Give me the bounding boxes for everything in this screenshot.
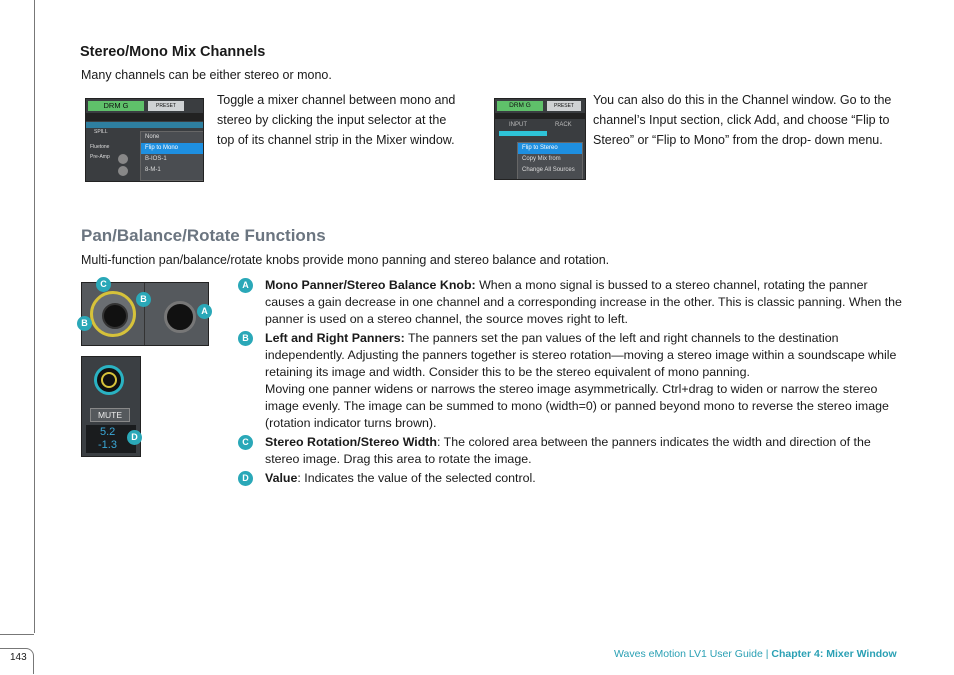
- page-border-vertical: [34, 0, 35, 633]
- input-dropdown-menu: [140, 131, 204, 181]
- preset-label: PRESET: [547, 101, 581, 111]
- stereo-mono-right-text: You can also do this in the Channel window. Go to the channel’s Input section, click Add, and choose “Flip to Stereo” or “Flip to Mono” from the drop- down menu.: [593, 93, 892, 147]
- list-item: A Mono Panner/Stereo Balance Knob: When a mono signal is bussed to a stereo channel, rotating the panner causes a gain decrease in one channel and a corresponding increase in the other. This is classic panning. When the panner is used on a stereo channel, the source moves right to left.: [238, 277, 906, 328]
- list-item: C Stereo Rotation/Stereo Width: The colored area between the panners indicates the width and direction of the stereo image. Drag this area to rotate the image.: [238, 434, 906, 468]
- page-border-horizontal: [0, 634, 34, 635]
- menu-item-8m1[interactable]: 8-M-1: [145, 167, 161, 173]
- channel-name-label: DRM G: [88, 101, 144, 111]
- preset-label: PRESET: [148, 101, 184, 111]
- list-item: D Value: Indicates the value of the selected control.: [238, 470, 906, 487]
- badge-a: A: [238, 278, 253, 293]
- menu-item-none[interactable]: None: [145, 134, 160, 140]
- pan-heading: Pan/Balance/Rotate Functions: [81, 226, 326, 245]
- menu-item-copy-mix[interactable]: Copy Mix from: [522, 156, 561, 162]
- pan-intro: Multi-function pan/balance/rotate knobs provide mono panning and stereo balance and rotation.: [81, 253, 610, 267]
- stereo-mono-heading: Stereo/Mono Mix Channels: [80, 44, 266, 60]
- mono-pan-knob[interactable]: [164, 301, 196, 333]
- badge-b: B: [238, 331, 253, 346]
- badge-a: A: [197, 304, 212, 319]
- mute-button[interactable]: MUTE: [90, 408, 130, 422]
- badge-d: D: [238, 471, 253, 486]
- list-item: B Left and Right Panners: The panners set the pan values of the left and right channels to the destination independently. Adjusting the panners together is stereo rotation—moving a stereo image within a soundscape while retaining its image and width. Consider this to be the stereo equivalent of mono panning. Moving one panner widens or narrows the stereo image asymmetrically. Ctrl+drag to widen or narrow the stereo image evenly. The image can be summed to mono (width=0) or panned beyond mono to reverse the stereo image (rotation indicator turns brown).: [238, 330, 906, 432]
- rack-tab[interactable]: RACK: [555, 122, 572, 128]
- page-number: 143: [10, 652, 27, 663]
- stereo-mono-intro: Many channels can be either stereo or mono.: [81, 68, 332, 82]
- pan-function-list: [238, 277, 906, 489]
- pan-value-bottom: -1.3: [98, 439, 117, 451]
- badge-c: C: [238, 435, 253, 450]
- menu-item-change-sources[interactable]: Change All Sources: [522, 167, 575, 173]
- menu-item-bios[interactable]: B-IOS-1: [145, 156, 167, 162]
- page-footer: Waves eMotion LV1 User Guide | Chapter 4: Mixer Window: [614, 648, 897, 660]
- mixer-input-selector-screenshot: DRM G PRESET SPILL Fluetone Pre-Amp None Flip to Mono B-IOS-1 8-M-1: [85, 98, 204, 182]
- badge-b: B: [136, 292, 151, 307]
- menu-item-flip-to-mono[interactable]: Flip to Mono: [141, 143, 203, 154]
- badge-b: B: [77, 316, 92, 331]
- channel-name-label: DRM G: [497, 101, 543, 111]
- badge-d: D: [127, 430, 142, 445]
- menu-item-flip-to-stereo[interactable]: Flip to Stereo: [518, 143, 582, 154]
- input-tab[interactable]: INPUT: [509, 122, 527, 128]
- add-dropdown-menu: [517, 142, 583, 180]
- channel-window-input-screenshot: [494, 98, 586, 180]
- pan-value-top: 5.2: [100, 426, 116, 438]
- badge-c: C: [96, 277, 111, 292]
- stereo-mono-left-text: Toggle a mixer channel between mono and stereo by clicking the input selector at the top of its channel strip in the Mixer window.: [217, 93, 456, 147]
